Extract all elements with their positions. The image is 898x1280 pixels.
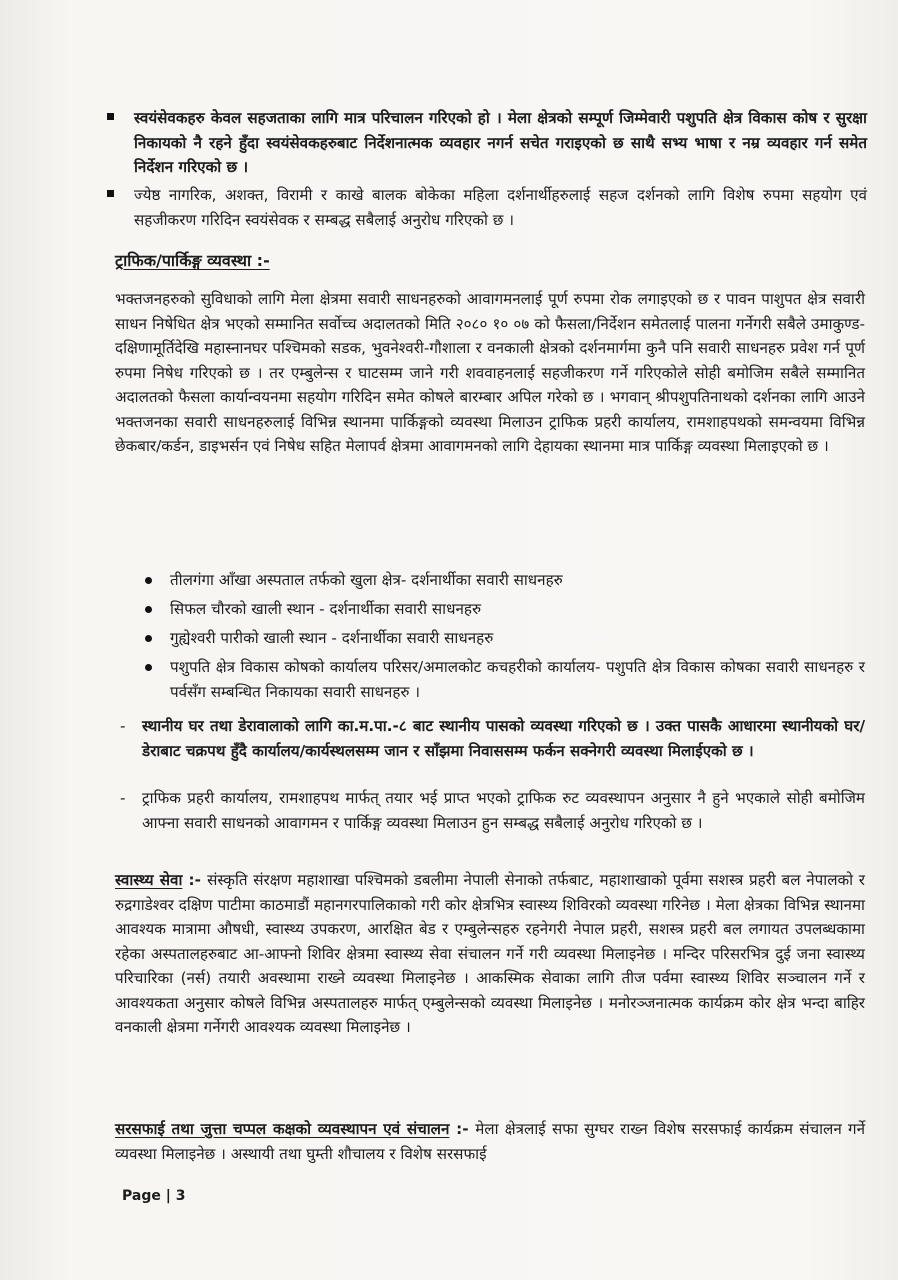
parking-item [145,597,865,622]
parking-item-text: गुह्येश्वरी पारीको खाली स्थान - दर्शनार्थीका सवारी साधनहरु [170,629,494,647]
health-section [115,868,865,1040]
bullet-dot-icon [145,635,152,642]
bullet-dot-icon [145,577,152,584]
bullet-text: ज्येष्ठ नागरिक, अशक्त, विरामी र काखे बालक बोकेका महिला दर्शनार्थीहरुलाई सहज दर्शनको लागि विशेष रुपमा सहयोग एवं सहजीकरण गरिदिन स्वयंसेवक र सम्बद्ध सबैलाई अनुरोध गरिएको छ । [134,186,867,229]
bullet-dot-icon [145,664,152,671]
sanitation-text: मेला क्षेत्रलाई सफा सुग्घर राख्न विशेष सरसफाई कार्यक्रम संचालन गर्ने व्यवस्था मिलाइनेछ । अस्थायी तथा घुम्ती शौचालय र विशेष सरसफाई [115,1120,866,1163]
square-bullet-icon [107,113,114,120]
bullet-text: स्वयंसेवकहरु केवल सहजताका लागि मात्र परिचालन गरिएको हो । मेला क्षेत्रको सम्पूर्ण जिम्मेवारी पशुपति क्षेत्र विकास कोष र सुरक्षा निकायको नै रहने हुँदा स्वयंसेवकहरुबाट निर्देशनात्मक व्यवहार नगर्न सचेत गराइएको छ साथै सभ्य भाषा र नम्र व्यवहार गर्न समेत निर्देशन गरिएको छ । [134,109,867,176]
dash-item-text: स्थानीय घर तथा डेरावालाको लागि का.म.पा.-८ बाट स्थानीय पासको व्यवस्था गरिएको छ । उक्त पासकै आधारमा स्थानीयको घर/डेराबाट चक्रपथ हुँदै कार्यालय/कार्यस्थलसम्म जान र साँझमा निवाससम्म फर्कन सक्नेगरी व्यवस्था मिलाईएको छ । [142,717,865,760]
sanitation-heading-suffix: :- [449,1120,476,1138]
page-number: Page | 3 [122,1188,186,1204]
sanitation-heading: सरसफाई तथा जुत्ता चप्पल कक्षको व्यवस्थापन एवं संचालन [115,1120,450,1138]
parking-item [145,568,865,593]
dash-bullet-icon: - [120,789,126,807]
sanitation-section [115,1117,865,1166]
parking-item-text: सिफल चौरको खाली स्थान - दर्शनार्थीका सवारी साधनहरु [170,600,482,618]
health-heading: स्वास्थ्य सेवा [115,871,183,889]
dash-bullet-icon: - [120,717,126,735]
parking-item-text: पशुपति क्षेत्र विकास कोषको कार्यालय परिसर/अमालकोट कचहरीको कार्यालय- पशुपति क्षेत्र विकास कोषका सवारी साधनहरु र पर्वसँग सम्बन्धित निकायका सवारी साधनहरु । [170,658,865,701]
bullet-dot-icon [145,606,152,613]
bullet-senior-citizens [107,183,867,232]
parking-item [145,626,865,651]
bullet-volunteers [107,106,867,180]
dash-item-local-pass [120,714,865,763]
square-bullet-icon [107,190,114,197]
parking-item-text: तीलगंगा आँखा अस्पताल तर्फको खुला क्षेत्र- दर्शनार्थीका सवारी साधनहरु [170,571,563,589]
parking-item [145,655,865,704]
dash-item-traffic-route [120,786,865,835]
traffic-heading: ट्राफिक/पार्किङ्ग व्यवस्था :- [115,251,270,270]
traffic-paragraph: भक्तजनहरुको सुविधाको लागि मेला क्षेत्रमा सवारी साधनहरुको आवागमनलाई पूर्ण रुपमा रोक लगाइएको छ र पावन पाशुपत क्षेत्र सवारी साधन निषेधित क्षेत्र भएको सम्मानित सर्वोच्च अदालतको मिति २०८० १० ०७ को फैसला/निर्देशन समेतलाई पालना गर्नेगरी सबैले उमाकुण्ड-दक्षिणामूर्तिदेखि महास्नानघर पश्चिमको सडक, भुवनेश्वरी-गौशाला र वनकाली क्षेत्रको दर्शनमार्गमा कुनै पनि सवारी साधनहरु प्रवेश गर्न पूर्ण रुपमा निषेध गरिएको छ । तर एम्बुलेन्स र घाटसम्म जाने गरी शववाहनलाई सहजीकरण गर्ने गरिएकोले सोही बमोजिम सबैले सम्मानित अदालतको फैसला कार्यान्वयनमा सहयोग गरिदिन समेत कोषले बारम्बार अपिल गरेको छ । भगवान् श्रीपशुपतिनाथको दर्शनका लागि आउने भक्तजनका सवारी साधनहरुलाई विभिन्न स्थानमा पार्किङ्गको व्यवस्था मिलाउन ट्राफिक प्रहरी कार्यालय, रामशाहपथको समन्वयमा विभिन्न छेकबार/कर्डन, डाइभर्सन एवं निषेध सहित मेलापर्व क्षेत्रमा आवागमनको लागि देहायका स्थानमा मात्र पार्किङ्ग व्यवस्था मिलाइएको छ । [115,290,865,455]
health-heading-suffix: :- [182,871,208,889]
dash-item-text: ट्राफिक प्रहरी कार्यालय, रामशाहपथ मार्फत् तयार भई प्राप्त भएको ट्राफिक रुट व्यवस्थापन अनुसार नै हुने भएकाले सोही बमोजिम आफ्ना सवारी साधनको आवागमन र पार्किङ्ग व्यवस्था मिलाउन हुन सम्बद्ध सबैलाई अनुरोध गरिएको छ । [142,789,865,832]
health-text: संस्कृति संरक्षण महाशाखा पश्चिमको डबलीमा नेपाली सेनाको तर्फबाट, महाशाखाको पूर्वमा सशस्त्र प्रहरी बल नेपालको र रुद्रगाडेश्वर दक्षिण पाटीमा काठमाडौं महानगरपालिकाको गरी कोर क्षेत्रभित्र स्वास्थ्य शिविरको व्यवस्था गरिनेछ । मेला क्षेत्रका विभिन्न स्थानमा आवश्यक मात्रामा औषधी, स्वास्थ्य उपकरण, आरक्षित बेड र एम्बुलेन्सहरु रहनेगरी नेपाल प्रहरी, सशस्त्र प्रहरी बल लगायत उपलब्धकामा रहेका अस्पतालहरुबाट आ-आफ्नो शिविर क्षेत्रमा स्वास्थ्य सेवा संचालन गर्ने गरी व्यवस्था मिलाइनेछ । मन्दिर परिसरभित्र दुई जना स्वास्थ्य परिचारिका (नर्स) तयारी अवस्थामा राख्ने व्यवस्था मिलाइनेछ । आकस्मिक सेवाका लागि तीज पर्वमा स्वास्थ्य शिविर सञ्चालन गर्ने र आवश्यकता अनुसार कोषले विभिन्न अस्पतालहरु मार्फत् एम्बुलेन्सको व्यवस्था मिलाइनेछ । मनोरञ्जनात्मक कार्यक्रम कोर क्षेत्र भन्दा बाहिर वनकाली क्षेत्रमा गर्नेगरी आवश्यक व्यवस्था मिलाइनेछ । [115,871,866,1036]
